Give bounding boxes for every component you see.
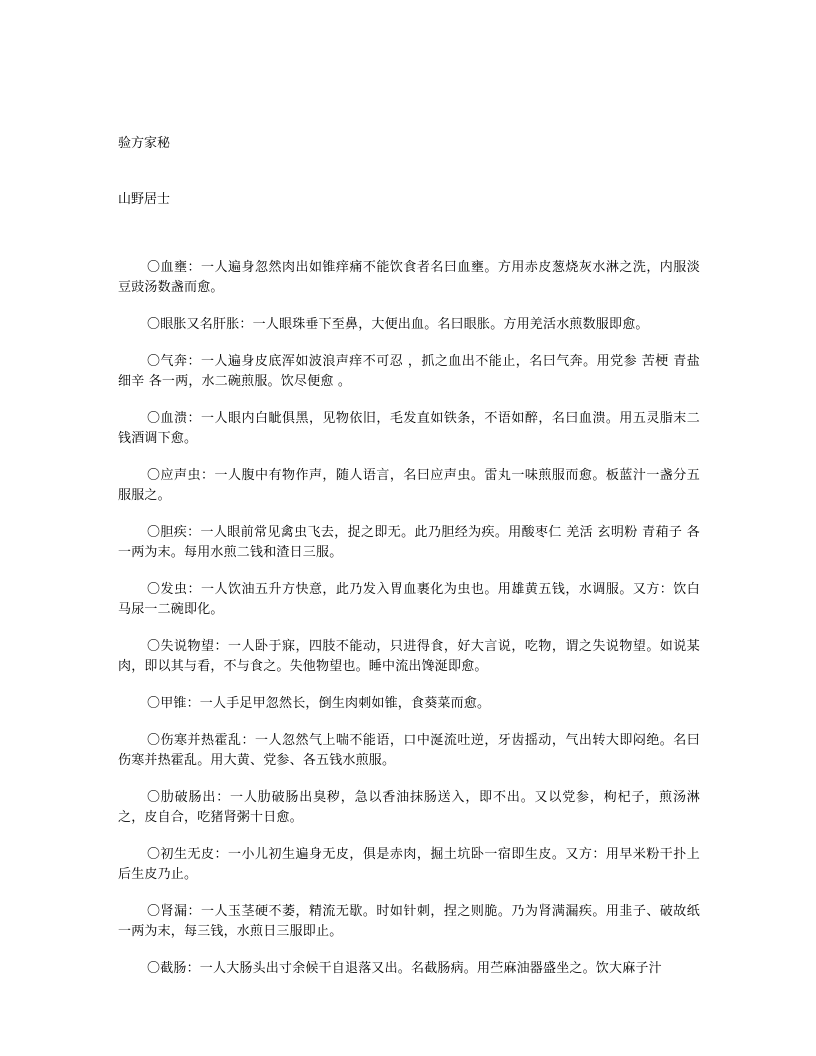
remedy-entry-eye-swelling: 〇眼胀又名肝胀：一人眼珠垂下至鼻，大便出血。名曰眼胀。方用羌活水煎数服即愈。: [147, 317, 649, 332]
remedy-entry-echo-worm: 〇应声虫：一人腹中有物作声，随人语言，名曰应声虫。雷丸一味煎服而愈。板蓝汁一盏分五服服之。: [118, 468, 700, 503]
remedy-entry-lost-desire: 〇失说物望：一人卧于寐，四肢不能动，只进得食，好大言说，吃物，谓之失说物望。如说某肉，即以其与看，不与食之。失他物望也。睡中流出馋涎即愈。: [118, 639, 700, 674]
remedy-entry-qi-rushing: 〇气奔：一人遍身皮底浑如波浪声痒不可忍 ，抓之血出不能止，名曰气奔。用党参 苦梗 青盐 细辛 各一两，水二碗煎服。饮尽便愈 。: [118, 354, 700, 389]
remedy-list: [118, 258, 700, 996]
remedy-entry-kidney-leak: 〇肾漏：一人玉茎硬不萎，精流无歇。时如针刺，捏之则脆。乃为肾满漏疾。用韭子、破故纸一两为末，每三钱，水煎日三服即止。: [118, 904, 700, 939]
document-title: 验方家秘: [118, 136, 171, 151]
remedy-entry-blood-swelling: 〇血壅：一人遍身忽然肉出如锥痒痛不能饮食者名曰血壅。方用赤皮葱烧灰水淋之洗，内服淡豆豉汤数盏而愈。: [118, 260, 700, 295]
remedy-entry-nail-awl: 〇甲锥：一人手足甲忽然长，倒生肉刺如锥，食葵菜而愈。: [147, 696, 491, 711]
remedy-entry-blood-collapse: 〇血溃：一人眼内白眦俱黑，见物依旧，毛发直如铁条，不语如醉，名曰血溃。用五灵脂末二钱酒调下愈。: [118, 411, 700, 446]
remedy-entry-newborn-skin: 〇初生无皮：一小儿初生遍身无皮，俱是赤肉，掘土坑卧一宿即生皮。又方：用早米粉干扑上后生皮乃止。: [118, 847, 700, 882]
remedy-entry-prolapse: 〇截肠：一人大肠头出寸余候干自退落又出。名截肠病。用苎麻油器盛坐之。饮大麻子汁: [147, 961, 662, 976]
remedy-entry-rib-wound: 〇肋破肠出：一人肋破肠出臭秽，急以香油抹肠送入，即不出。又以党参，枸杞子，煎汤淋之，皮自合，吃猪肾粥十日愈。: [118, 790, 700, 825]
remedy-entry-cold-cholera: 〇伤寒并热霍乱：一人忽然气上喘不能语，口中涎流吐逆，牙齿摇动，气出转大即闷绝。名曰伤寒并热霍乱。用大黄、党参、各五钱水煎服。: [118, 733, 700, 768]
document-author: 山野居士: [118, 192, 171, 207]
remedy-entry-gallbladder: 〇胆疾：一人眼前常见禽虫飞去，捉之即无。此乃胆经为疾。用酸枣仁 羌活 玄明粉 青葙子 各一两为末。每用水煎二钱和渣日三服。: [118, 525, 700, 560]
remedy-entry-hair-worm: 〇发虫：一人饮油五升方快意，此乃发入胃血裹化为虫也。用雄黄五钱，水调服。又方：饮白马尿一二碗即化。: [118, 582, 700, 617]
